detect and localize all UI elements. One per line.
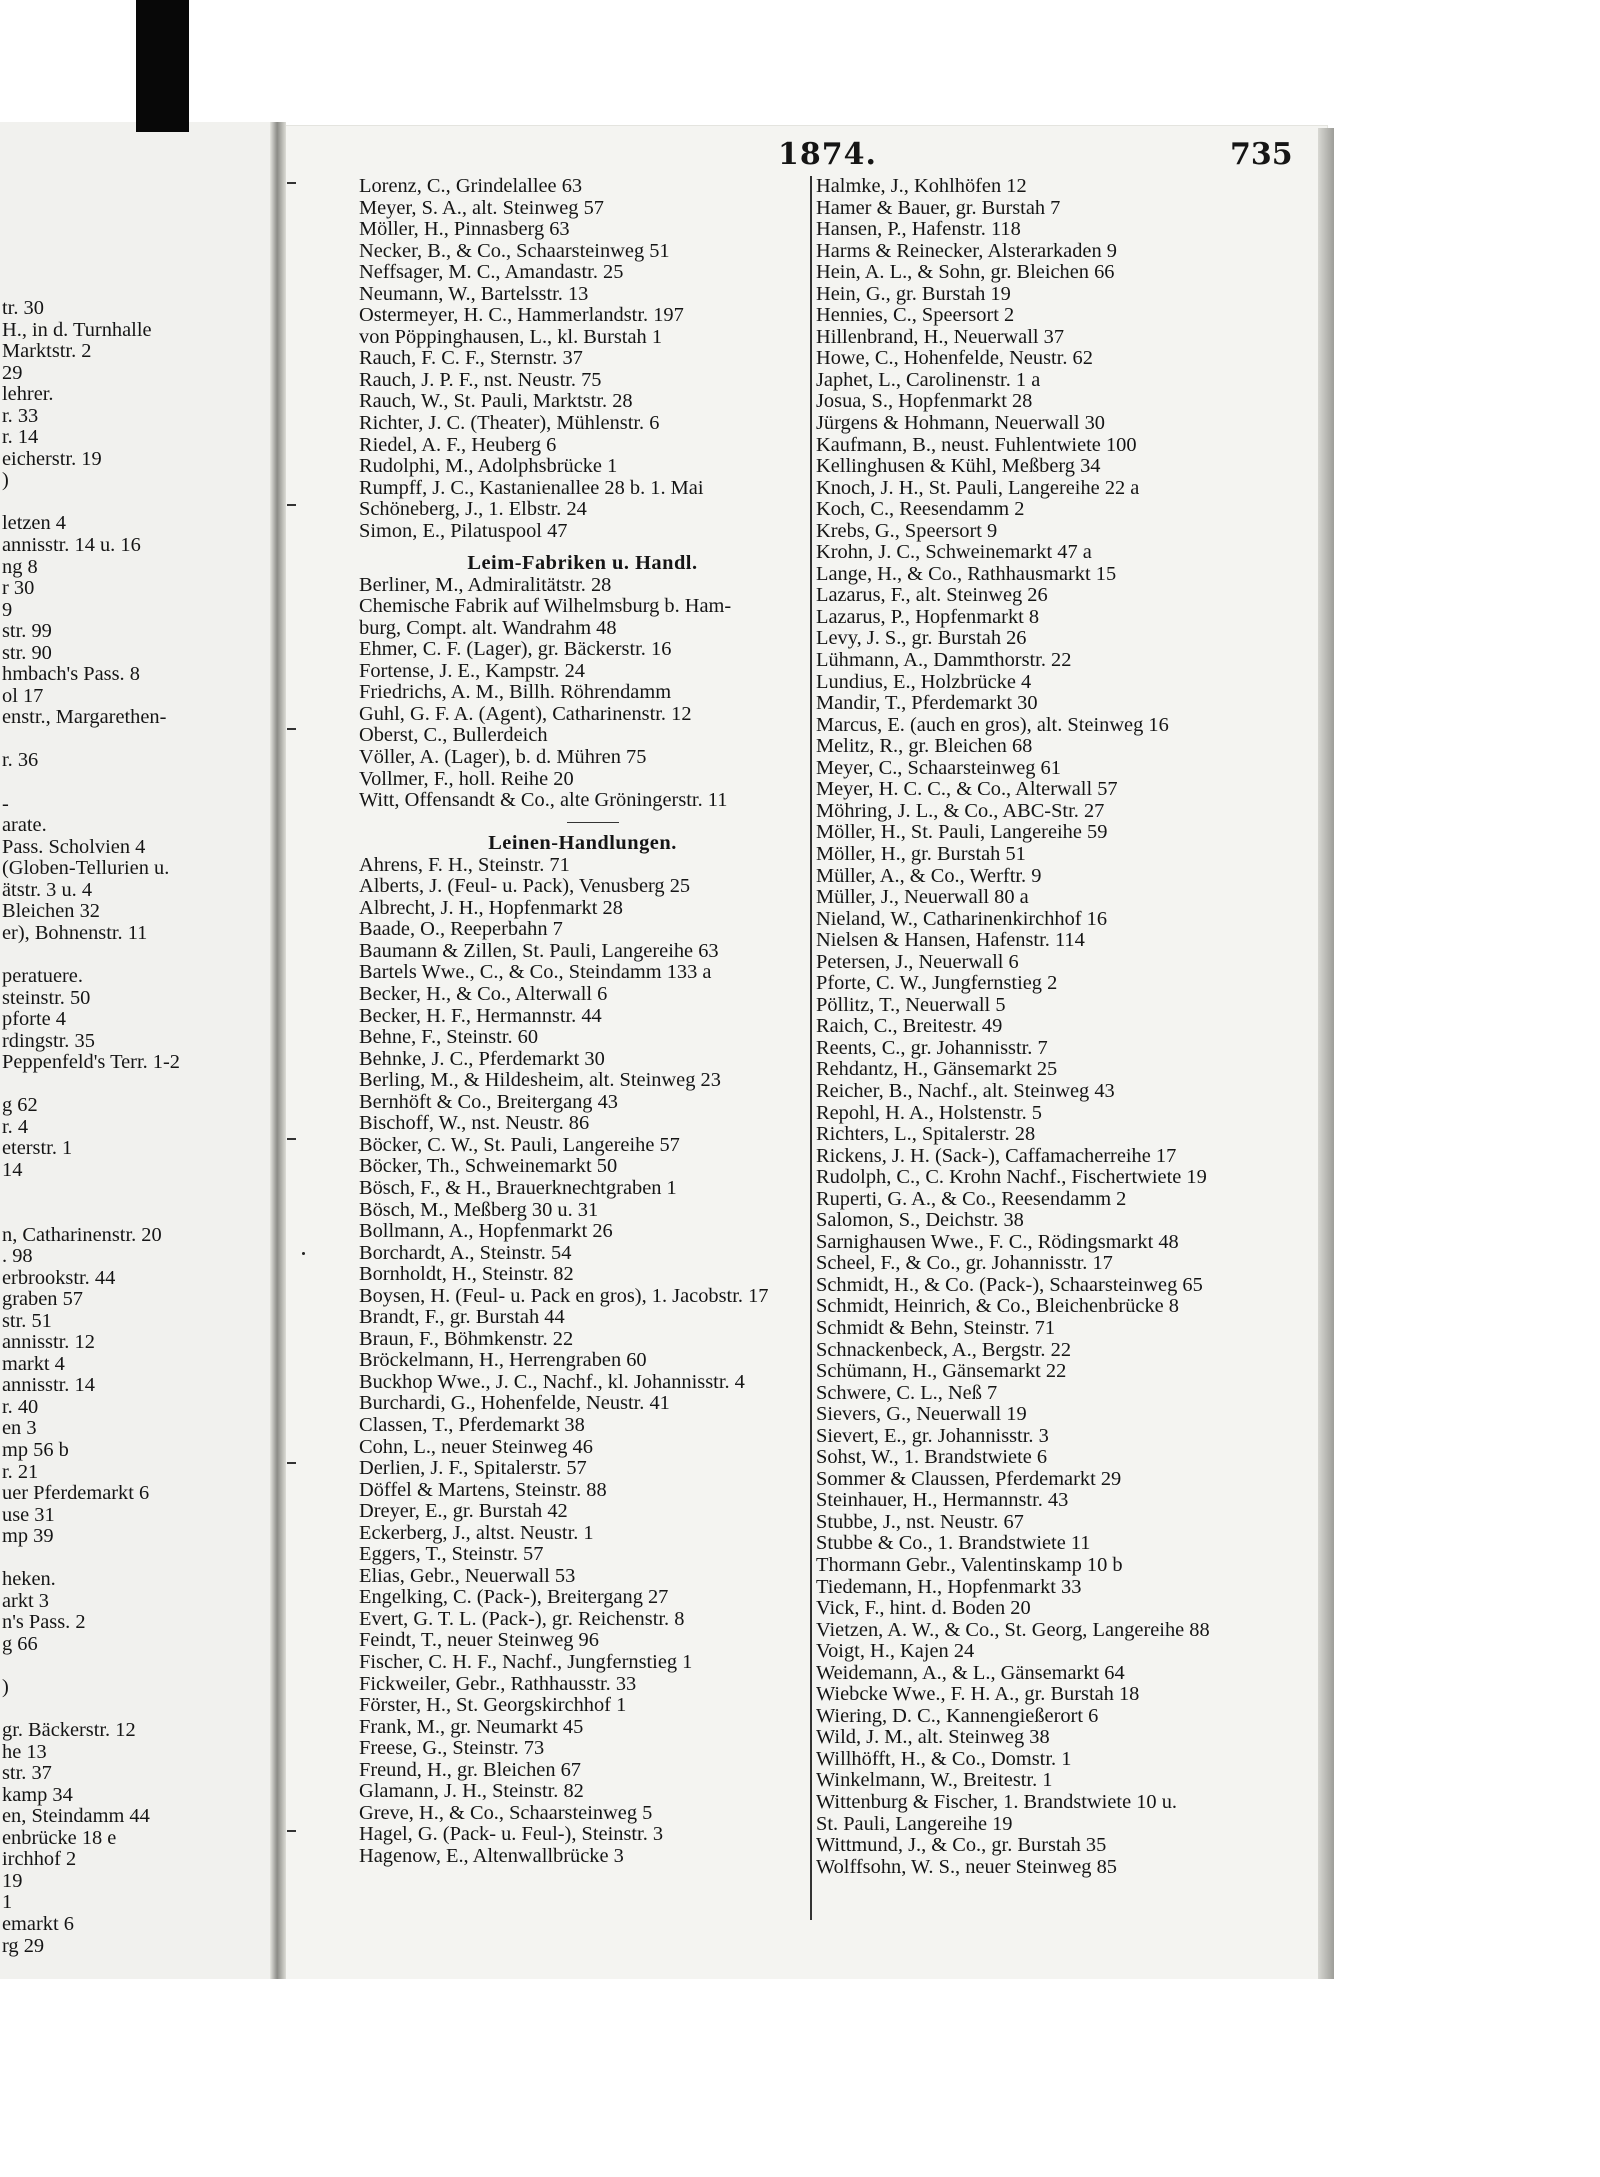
directory-entry: Oberst, C., Bullerdeich bbox=[359, 724, 548, 747]
directory-entry: Förster, H., St. Georgskirchhof 1 bbox=[359, 1694, 627, 1717]
directory-entry: Bartels Wwe., C., & Co., Steindamm 133 a bbox=[359, 961, 712, 984]
directory-entry: St. Pauli, Langereihe 19 bbox=[816, 1812, 1013, 1835]
directory-entry: Ehmer, C. F. (Lager), gr. Bäckerstr. 16 bbox=[359, 638, 672, 661]
text-line: enbrücke 18 e bbox=[2, 1826, 117, 1849]
text-line: 14 bbox=[2, 1158, 23, 1181]
text-line: r. 21 bbox=[2, 1460, 39, 1483]
directory-entry: Müller, A., & Co., Werftr. 9 bbox=[816, 864, 1042, 887]
directory-entry: Schmidt, Heinrich, & Co., Bleichenbrücke 8 bbox=[816, 1295, 1179, 1318]
directory-entry: Wittenburg & Fischer, 1. Brandstwiete 10 u. bbox=[816, 1791, 1177, 1814]
text-line: 19 bbox=[2, 1869, 23, 1892]
directory-entry: Schwere, C. L., Neß 7 bbox=[816, 1381, 998, 1404]
text-line bbox=[2, 1181, 270, 1203]
text-line: rg 29 bbox=[2, 1934, 45, 1957]
directory-entry: Baumann & Zillen, St. Pauli, Langereihe 63 bbox=[359, 939, 719, 962]
directory-entry: Müller, J., Neuerwall 80 a bbox=[816, 886, 1029, 909]
directory-entry: Scheel, F., & Co., gr. Johannisstr. 17 bbox=[816, 1252, 1113, 1275]
directory-entry: Neumann, W., Bartelsstr. 13 bbox=[359, 282, 589, 305]
text-line: erbrookstr. 44 bbox=[2, 1266, 116, 1289]
directory-entry: Wiebcke Wwe., F. H. A., gr. Burstah 18 bbox=[816, 1683, 1140, 1706]
text-line: mp 56 b bbox=[2, 1438, 69, 1461]
directory-entry: Eckerberg, J., altst. Neustr. 1 bbox=[359, 1521, 594, 1544]
directory-entry: Böcker, Th., Schweinemarkt 50 bbox=[359, 1155, 618, 1178]
directory-entry: burg, Compt. alt. Wandrahm 48 bbox=[359, 616, 617, 639]
margin-mark bbox=[287, 182, 296, 184]
directory-entry: Bösch, F., & H., Brauerknechtgraben 1 bbox=[359, 1176, 677, 1199]
directory-entry: Elias, Gebr., Neuerwall 53 bbox=[359, 1564, 576, 1587]
directory-entry: Sohst, W., 1. Brandstwiete 6 bbox=[816, 1446, 1048, 1469]
column-divider bbox=[810, 176, 812, 1920]
directory-entry: Mandir, T., Pferdemarkt 30 bbox=[816, 692, 1038, 715]
text-line: Marktstr. 2 bbox=[2, 340, 92, 363]
directory-entry: Rauch, W., St. Pauli, Marktstr. 28 bbox=[359, 390, 633, 413]
directory-entry: Böcker, C. W., St. Pauli, Langereihe 57 bbox=[359, 1133, 680, 1156]
directory-entry: Marcus, E. (auch en gros), alt. Steinweg 16 bbox=[816, 713, 1169, 736]
directory-entry: Stubbe, J., nst. Neustr. 67 bbox=[816, 1510, 1024, 1533]
book-clip-top bbox=[136, 0, 189, 132]
directory-entry: Borchardt, A., Steinstr. 54 bbox=[359, 1241, 572, 1264]
directory-entry: Albrecht, J. H., Hopfenmarkt 28 bbox=[359, 896, 623, 919]
directory-entry: Bornholdt, H., Steinstr. 82 bbox=[359, 1263, 574, 1286]
directory-entry: Vick, F., hint. d. Boden 20 bbox=[816, 1597, 1031, 1620]
directory-entry: Lange, H., & Co., Rathhausmarkt 15 bbox=[816, 562, 1117, 585]
directory-entry: Derlien, J. F., Spitalerstr. 57 bbox=[359, 1457, 587, 1480]
text-line: steinstr. 50 bbox=[2, 986, 91, 1009]
directory-entry: Thormann Gebr., Valentinskamp 10 b bbox=[816, 1554, 1123, 1576]
directory-entry: Friedrichs, A. M., Billh. Röhrendamm bbox=[359, 681, 672, 704]
directory-entry: Steinhauer, H., Hermannstr. 43 bbox=[816, 1489, 1069, 1512]
text-line: mp 39 bbox=[2, 1525, 54, 1548]
directory-entry: Krohn, J. C., Schweinemarkt 47 a bbox=[816, 541, 1092, 564]
directory-entry: Bösch, M., Meßberg 30 u. 31 bbox=[359, 1198, 599, 1221]
text-line: r. 4 bbox=[2, 1115, 29, 1138]
directory-entry: Hillenbrand, H., Neuerwall 37 bbox=[816, 325, 1065, 348]
directory-entry: Krebs, G., Speersort 9 bbox=[816, 519, 998, 542]
text-line: annisstr. 12 bbox=[2, 1331, 95, 1354]
directory-entry: Schmidt, H., & Co. (Pack-), Schaarsteinweg 65 bbox=[816, 1273, 1203, 1296]
directory-entry: Rudolphi, M., Adolphsbrücke 1 bbox=[359, 455, 618, 478]
directory-entry: Pöllitz, T., Neuerwall 5 bbox=[816, 993, 1006, 1016]
text-line: Bleichen 32 bbox=[2, 900, 100, 923]
directory-entry: Rickens, J. H. (Sack-), Caffamacherreihe 17 bbox=[816, 1144, 1177, 1167]
margin-mark bbox=[287, 728, 296, 730]
text-line bbox=[2, 772, 270, 794]
directory-entry: Raich, C., Breitestr. 49 bbox=[816, 1015, 1003, 1038]
directory-entry: Bollmann, A., Hopfenmarkt 26 bbox=[359, 1220, 613, 1243]
scan-bottom-margin bbox=[0, 1979, 1600, 2177]
section-rule bbox=[359, 812, 806, 834]
text-line: g 66 bbox=[2, 1632, 38, 1655]
margin-mark bbox=[287, 1462, 296, 1464]
directory-entry: Möller, H., Pinnasberg 63 bbox=[359, 218, 570, 241]
directory-entry: Rehdantz, H., Gänsemarkt 25 bbox=[816, 1058, 1058, 1081]
directory-entry: Hein, A. L., & Sohn, gr. Bleichen 66 bbox=[816, 261, 1115, 284]
left-page-column bbox=[2, 298, 270, 1957]
directory-entry: Braun, F., Böhmkenstr. 22 bbox=[359, 1327, 574, 1350]
speck bbox=[302, 1252, 305, 1255]
text-line: annisstr. 14 u. 16 bbox=[2, 534, 141, 557]
directory-entry: Möller, H., St. Pauli, Langereihe 59 bbox=[816, 821, 1108, 844]
directory-entry: Melitz, R., gr. Bleichen 68 bbox=[816, 735, 1033, 758]
text-line: ) bbox=[2, 1676, 9, 1698]
directory-entry: Halmke, J., Kohlhöfen 12 bbox=[816, 175, 1027, 197]
directory-entry: Sarnighausen Wwe., F. C., Rödingsmarkt 48 bbox=[816, 1230, 1179, 1253]
directory-entry: Schöneberg, J., 1. Elbstr. 24 bbox=[359, 498, 587, 521]
directory-entry: Petersen, J., Neuerwall 6 bbox=[816, 950, 1019, 973]
left-page-fragment bbox=[0, 122, 283, 1979]
text-line: kamp 34 bbox=[2, 1783, 73, 1806]
directory-entry: Bröckelmann, H., Herrengraben 60 bbox=[359, 1349, 647, 1372]
directory-entry: Möhring, J. L., & Co., ABC-Str. 27 bbox=[816, 799, 1105, 822]
text-line: gr. Bäckerstr. 12 bbox=[2, 1719, 136, 1742]
page-edge bbox=[1318, 128, 1334, 1983]
directory-entry: Koch, C., Reesendamm 2 bbox=[816, 498, 1025, 521]
directory-entry: Sievert, E., gr. Johannisstr. 3 bbox=[816, 1424, 1049, 1447]
book-gutter bbox=[270, 122, 286, 1979]
text-line: arkt 3 bbox=[2, 1589, 49, 1612]
directory-entry: Meyer, C., Schaarsteinweg 61 bbox=[816, 756, 1061, 779]
directory-entry: Sommer & Claussen, Pferdemarkt 29 bbox=[816, 1467, 1122, 1490]
directory-entry: Eggers, T., Steinstr. 57 bbox=[359, 1543, 544, 1566]
text-line: str. 90 bbox=[2, 641, 52, 664]
directory-entry: Schnackenbeck, A., Bergstr. 22 bbox=[816, 1338, 1072, 1361]
text-line bbox=[2, 1203, 270, 1225]
text-line bbox=[2, 492, 270, 514]
directory-entry: Reicher, B., Nachf., alt. Steinweg 43 bbox=[816, 1079, 1115, 1102]
margin-mark bbox=[287, 1138, 296, 1140]
directory-entry: Freund, H., gr. Bleichen 67 bbox=[359, 1758, 581, 1781]
directory-entry: Boysen, H. (Feul- u. Pack en gros), 1. Jacobstr. 17 bbox=[359, 1284, 769, 1307]
text-line: letzen 4 bbox=[2, 512, 66, 535]
text-line: str. 51 bbox=[2, 1309, 52, 1332]
directory-entry: Alberts, J. (Feul- u. Pack), Venusberg 25 bbox=[359, 875, 691, 898]
directory-entry: Döffel & Martens, Steinstr. 88 bbox=[359, 1478, 607, 1501]
text-line bbox=[2, 1074, 270, 1096]
directory-entry: Behne, F., Steinstr. 60 bbox=[359, 1026, 539, 1049]
text-line: 29 bbox=[2, 361, 23, 384]
directory-entry: Salomon, S., Deichstr. 38 bbox=[816, 1209, 1024, 1232]
text-line: rdingstr. 35 bbox=[2, 1029, 95, 1052]
text-line bbox=[2, 1548, 270, 1570]
directory-entry: Levy, J. S., gr. Burstah 26 bbox=[816, 627, 1027, 650]
text-line: . 98 bbox=[2, 1245, 33, 1268]
directory-entry: Japhet, L., Carolinenstr. 1 a bbox=[816, 368, 1041, 391]
text-line: hmbach's Pass. 8 bbox=[2, 663, 140, 686]
directory-entry: Hagenow, E., Altenwallbrücke 3 bbox=[359, 1844, 624, 1867]
directory-entry: Dreyer, E., gr. Burstah 42 bbox=[359, 1500, 568, 1523]
text-line: n, Catharinenstr. 20 bbox=[2, 1223, 162, 1246]
directory-entry: Brandt, F., gr. Burstah 44 bbox=[359, 1306, 565, 1329]
directory-entry: Harms & Reinecker, Alsterarkaden 9 bbox=[816, 239, 1117, 262]
directory-entry: Necker, B., & Co., Schaarsteinweg 51 bbox=[359, 239, 670, 262]
directory-entry: Buckhop Wwe., J. C., Nachf., kl. Johannisstr. 4 bbox=[359, 1370, 745, 1393]
directory-entry: Lazarus, P., Hopfenmarkt 8 bbox=[816, 605, 1040, 628]
text-line: Peppenfeld's Terr. 1-2 bbox=[2, 1051, 180, 1074]
directory-entry: Greve, H., & Co., Schaarsteinweg 5 bbox=[359, 1801, 653, 1824]
directory-entry: Burchardi, G., Hohenfelde, Neustr. 41 bbox=[359, 1392, 670, 1415]
directory-entry: Tiedemann, H., Hopfenmarkt 33 bbox=[816, 1575, 1082, 1598]
directory-entry: Fortense, J. E., Kampstr. 24 bbox=[359, 659, 585, 682]
directory-entry: Wittmund, J., & Co., gr. Burstah 35 bbox=[816, 1834, 1107, 1857]
text-line: r. 33 bbox=[2, 404, 39, 427]
directory-entry: Frank, M., gr. Neumarkt 45 bbox=[359, 1715, 584, 1738]
directory-entry: Becker, H., & Co., Alterwall 6 bbox=[359, 983, 608, 1006]
directory-entry: von Pöppinghausen, L., kl. Burstah 1 bbox=[359, 325, 663, 348]
text-line bbox=[2, 944, 270, 966]
text-line: ng 8 bbox=[2, 555, 38, 578]
text-line: er), Bohnenstr. 11 bbox=[2, 921, 148, 944]
directory-entry: Hennies, C., Speersort 2 bbox=[816, 304, 1015, 327]
directory-entry: Guhl, G. F. A. (Agent), Catharinenstr. 12 bbox=[359, 702, 692, 725]
text-line: use 31 bbox=[2, 1503, 55, 1526]
text-line: Pass. Scholvien 4 bbox=[2, 835, 146, 858]
text-line: arate. bbox=[2, 814, 47, 837]
directory-entry: Kellinghusen & Kühl, Meßberg 34 bbox=[816, 455, 1101, 478]
directory-entry: Vollmer, F., holl. Reihe 20 bbox=[359, 767, 574, 790]
directory-entry: Schmidt & Behn, Steinstr. 71 bbox=[816, 1316, 1056, 1339]
directory-entry: Weidemann, A., & L., Gänsemarkt 64 bbox=[816, 1661, 1125, 1684]
directory-entry: Rumpff, J. C., Kastanienallee 28 b. 1. Mai bbox=[359, 476, 704, 499]
directory-entry: Rauch, F. C. F., Sternstr. 37 bbox=[359, 347, 583, 370]
text-line: n's Pass. 2 bbox=[2, 1611, 86, 1634]
directory-entry: Lundius, E., Holzbrücke 4 bbox=[816, 670, 1032, 693]
directory-entry: Neffsager, M. C., Amandastr. 25 bbox=[359, 261, 624, 284]
directory-column-left bbox=[359, 176, 806, 1867]
text-line: (Globen-Tellurien u. bbox=[2, 857, 170, 880]
directory-entry: Lühmann, A., Dammthorstr. 22 bbox=[816, 649, 1072, 672]
text-line: ätstr. 3 u. 4 bbox=[2, 878, 93, 901]
text-line: r. 14 bbox=[2, 426, 39, 449]
text-line: 9 bbox=[2, 598, 13, 621]
directory-entry: Ostermeyer, H. C., Hammerlandstr. 197 bbox=[359, 304, 684, 327]
directory-entry: Voigt, H., Kajen 24 bbox=[816, 1640, 975, 1663]
directory-entry: Rauch, J. P. F., nst. Neustr. 75 bbox=[359, 368, 602, 391]
directory-entry: Baade, O., Reeperbahn 7 bbox=[359, 918, 563, 941]
directory-entry: Lazarus, F., alt. Steinweg 26 bbox=[816, 584, 1048, 607]
directory-entry: Ahrens, F. H., Steinstr. 71 bbox=[359, 853, 570, 876]
text-line: irchhof 2 bbox=[2, 1848, 77, 1871]
directory-entry: Wolffsohn, W. S., neuer Steinweg 85 bbox=[816, 1855, 1117, 1878]
directory-entry: Willhöfft, H., & Co., Domstr. 1 bbox=[816, 1747, 1072, 1770]
directory-entry: Repohl, H. A., Holstenstr. 5 bbox=[816, 1101, 1042, 1124]
directory-entry: Riedel, A. F., Heuberg 6 bbox=[359, 433, 557, 456]
directory-entry: Wiering, D. C., Kannengießerort 6 bbox=[816, 1704, 1099, 1727]
directory-entry: Bernhöft & Co., Breitergang 43 bbox=[359, 1090, 618, 1113]
text-line: str. 37 bbox=[2, 1762, 52, 1785]
directory-entry: Bischoff, W., nst. Neustr. 86 bbox=[359, 1112, 590, 1135]
text-line bbox=[2, 1655, 270, 1677]
directory-entry: Völler, A. (Lager), b. d. Mühren 75 bbox=[359, 746, 647, 769]
text-line bbox=[2, 729, 270, 751]
directory-entry: Wild, J. M., alt. Steinweg 38 bbox=[816, 1726, 1050, 1749]
text-line: ) bbox=[2, 469, 9, 492]
text-line: r. 40 bbox=[2, 1395, 39, 1418]
text-line: he 13 bbox=[2, 1740, 47, 1763]
directory-entry: Schümann, H., Gänsemarkt 22 bbox=[816, 1360, 1067, 1383]
directory-entry: Meyer, S. A., alt. Steinweg 57 bbox=[359, 196, 604, 219]
text-line bbox=[2, 1699, 270, 1721]
directory-entry: Nielsen & Hansen, Hafenstr. 114 bbox=[816, 929, 1085, 952]
text-line: eterstr. 1 bbox=[2, 1137, 73, 1160]
page-number: 735 bbox=[1230, 137, 1293, 172]
directory-entry: Engelking, C. (Pack-), Breitergang 27 bbox=[359, 1586, 669, 1609]
text-line: heken. bbox=[2, 1568, 56, 1591]
directory-entry: Hansen, P., Hafenstr. 118 bbox=[816, 218, 1021, 241]
text-line: en 3 bbox=[2, 1417, 37, 1440]
text-line: str. 99 bbox=[2, 620, 52, 643]
page-year: 1874. bbox=[778, 137, 877, 172]
directory-entry: Rudolph, C., C. Krohn Nachf., Fischertwiete 19 bbox=[816, 1166, 1207, 1189]
text-line: emarkt 6 bbox=[2, 1913, 74, 1936]
text-line: H., in d. Turnhalle bbox=[2, 318, 152, 341]
directory-entry: Berling, M., & Hildesheim, alt. Steinweg 23 bbox=[359, 1069, 721, 1092]
text-line: enstr., Margarethen- bbox=[2, 706, 167, 729]
directory-entry: Fischer, C. H. F., Nachf., Jungfernstieg 1 bbox=[359, 1650, 693, 1673]
directory-entry: Becker, H. F., Hermannstr. 44 bbox=[359, 1004, 602, 1027]
directory-entry: Hagel, G. (Pack- u. Feul-), Steinstr. 3 bbox=[359, 1823, 664, 1846]
text-line: ol 17 bbox=[2, 684, 44, 707]
text-line: graben 57 bbox=[2, 1288, 83, 1311]
directory-entry: Josua, S., Hopfenmarkt 28 bbox=[816, 390, 1033, 413]
directory-entry: Hamer & Bauer, gr. Burstah 7 bbox=[816, 196, 1061, 219]
directory-entry: Berliner, M., Admiralitätstr. 28 bbox=[359, 573, 612, 596]
directory-entry: Witt, Offensandt & Co., alte Gröningerstr. 11 bbox=[359, 789, 728, 812]
directory-entry: Richters, L., Spitalerstr. 28 bbox=[816, 1123, 1036, 1146]
directory-entry: Sievers, G., Neuerwall 19 bbox=[816, 1403, 1027, 1426]
text-line: lehrer. bbox=[2, 383, 54, 406]
section-heading: Leim-Fabriken u. Handl. bbox=[467, 552, 698, 575]
directory-entry: Reents, C., gr. Johannisstr. 7 bbox=[816, 1036, 1048, 1059]
directory-entry: Vietzen, A. W., & Co., St. Georg, Langereihe 88 bbox=[816, 1618, 1210, 1641]
directory-entry: Feindt, T., neuer Steinweg 96 bbox=[359, 1629, 599, 1652]
directory-entry: Nieland, W., Catharinenkirchhof 16 bbox=[816, 907, 1108, 930]
directory-entry: Jürgens & Hohmann, Neuerwall 30 bbox=[816, 412, 1106, 435]
text-line: eicherstr. 19 bbox=[2, 447, 102, 470]
directory-entry: Kaufmann, B., neust. Fuhlentwiete 100 bbox=[816, 433, 1137, 456]
directory-entry: Meyer, H. C. C., & Co., Alterwall 57 bbox=[816, 778, 1118, 801]
section-heading: Leinen-Handlungen. bbox=[488, 832, 677, 855]
directory-entry: Richter, J. C. (Theater), Mühlenstr. 6 bbox=[359, 412, 660, 435]
text-line: r. 36 bbox=[2, 749, 39, 772]
directory-entry: Glamann, J. H., Steinstr. 82 bbox=[359, 1780, 584, 1803]
directory-entry: Knoch, J. H., St. Pauli, Langereihe 22 a bbox=[816, 476, 1140, 499]
text-line: peratuere. bbox=[2, 964, 83, 987]
directory-entry: Chemische Fabrik auf Wilhelmsburg b. Ham- bbox=[359, 595, 732, 618]
text-line: g 62 bbox=[2, 1094, 38, 1117]
text-line: en, Steindamm 44 bbox=[2, 1805, 150, 1828]
text-line: annisstr. 14 bbox=[2, 1374, 95, 1397]
directory-entry: Behnke, J. C., Pferdemarkt 30 bbox=[359, 1047, 605, 1070]
directory-column-right bbox=[816, 176, 1286, 1878]
directory-entry: Stubbe & Co., 1. Brandstwiete 11 bbox=[816, 1532, 1091, 1555]
text-line: uer Pferdemarkt 6 bbox=[2, 1482, 150, 1505]
text-line: tr. 30 bbox=[2, 298, 44, 319]
directory-entry: Evert, G. T. L. (Pack-), gr. Reichenstr. 8 bbox=[359, 1607, 685, 1630]
directory-entry: Cohn, L., neuer Steinweg 46 bbox=[359, 1435, 593, 1458]
directory-entry: Lorenz, C., Grindelallee 63 bbox=[359, 175, 583, 197]
text-line: - bbox=[2, 792, 9, 815]
text-line: r 30 bbox=[2, 577, 35, 600]
directory-entry: Fickweiler, Gebr., Rathhausstr. 33 bbox=[359, 1672, 637, 1695]
directory-entry: Freese, G., Steinstr. 73 bbox=[359, 1737, 545, 1760]
margin-mark bbox=[287, 1830, 296, 1832]
text-line: 1 bbox=[2, 1891, 13, 1914]
directory-entry: Simon, E., Pilatuspool 47 bbox=[359, 519, 568, 542]
directory-entry: Hein, G., gr. Burstah 19 bbox=[816, 282, 1011, 305]
directory-entry: Ruperti, G. A., & Co., Reesendamm 2 bbox=[816, 1187, 1127, 1210]
margin-mark bbox=[287, 504, 296, 506]
directory-entry: Winkelmann, W., Breitestr. 1 bbox=[816, 1769, 1053, 1792]
directory-entry: Classen, T., Pferdemarkt 38 bbox=[359, 1413, 585, 1436]
text-line: markt 4 bbox=[2, 1352, 65, 1375]
directory-entry: Möller, H., gr. Burstah 51 bbox=[816, 842, 1026, 865]
text-line: pforte 4 bbox=[2, 1008, 66, 1031]
directory-entry: Howe, C., Hohenfelde, Neustr. 62 bbox=[816, 347, 1093, 370]
directory-entry: Pforte, C. W., Jungfernstieg 2 bbox=[816, 972, 1058, 995]
